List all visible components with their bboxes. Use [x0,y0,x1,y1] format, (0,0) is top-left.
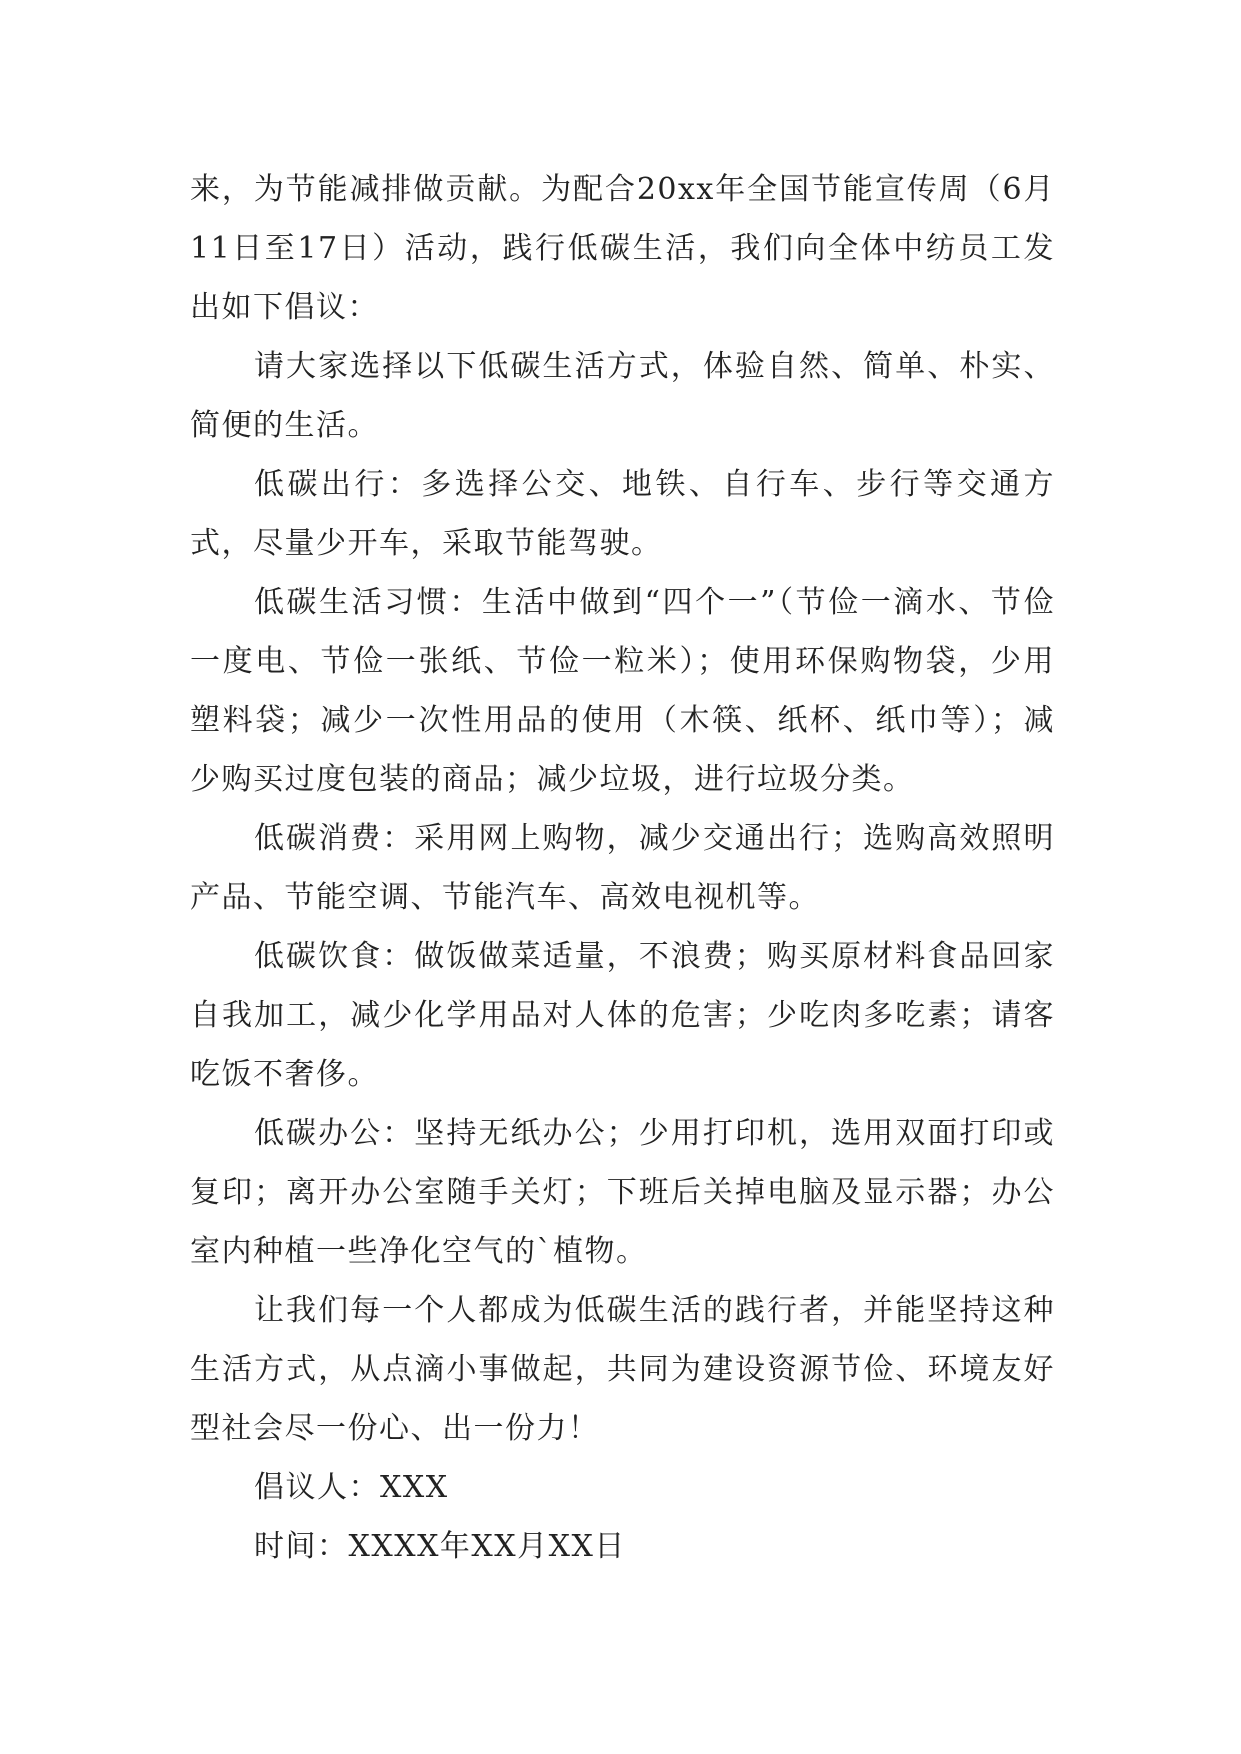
paragraph-low-carbon-consumption: 低碳消费：采用网上购物，减少交通出行；选购高效照明产品、节能空调、节能汽车、高效电视机等。 [190,821,1055,915]
signature-date: 时间：XXXX年XX月XX日 [254,1529,626,1564]
paragraph-low-carbon-diet: 低碳饮食：做饭做菜适量，不浪费；购买原材料食品回家自我加工，减少化学用品对人体的危害；少吃肉多吃素；请客吃饭不奢侈。 [190,939,1055,1092]
paragraph-low-carbon-travel: 低碳出行：多选择公交、地铁、自行车、步行等交通方式，尽量少开车，采取节能驾驶。 [190,467,1055,561]
document-body [190,160,1055,1576]
paragraph-closing-appeal: 让我们每一个人都成为低碳生活的践行者，并能坚持这种生活方式，从点滴小事做起，共同为建设资源节俭、环境友好型社会尽一份心、出一份力！ [190,1293,1055,1446]
paragraph-low-carbon-office: 低碳办公：坚持无纸办公；少用打印机，选用双面打印或复印；离开办公室随手关灯；下班后关掉电脑及显示器；办公室内种植一些净化空气的`植物。 [190,1116,1055,1269]
signature-initiator: 倡议人：XXX [254,1470,449,1505]
paragraph-intro-continuation: 来，为节能减排做贡献。为配合20xx年全国节能宣传周（6月11日至17日）活动，践行低碳生活，我们向全体中纺员工发出如下倡议： [190,172,1055,325]
paragraph-low-carbon-habits: 低碳生活习惯：生活中做到“四个一”（节俭一滴水、节俭一度电、节俭一张纸、节俭一粒米）；使用环保购物袋，少用塑料袋；减少一次性用品的使用（木筷、纸杯、纸巾等）；减少购买过度包装的商品；减少垃圾，进行垃圾分类。 [190,585,1055,797]
paragraph-call-to-action: 请大家选择以下低碳生活方式，体验自然、简单、朴实、简便的生活。 [190,349,1055,443]
